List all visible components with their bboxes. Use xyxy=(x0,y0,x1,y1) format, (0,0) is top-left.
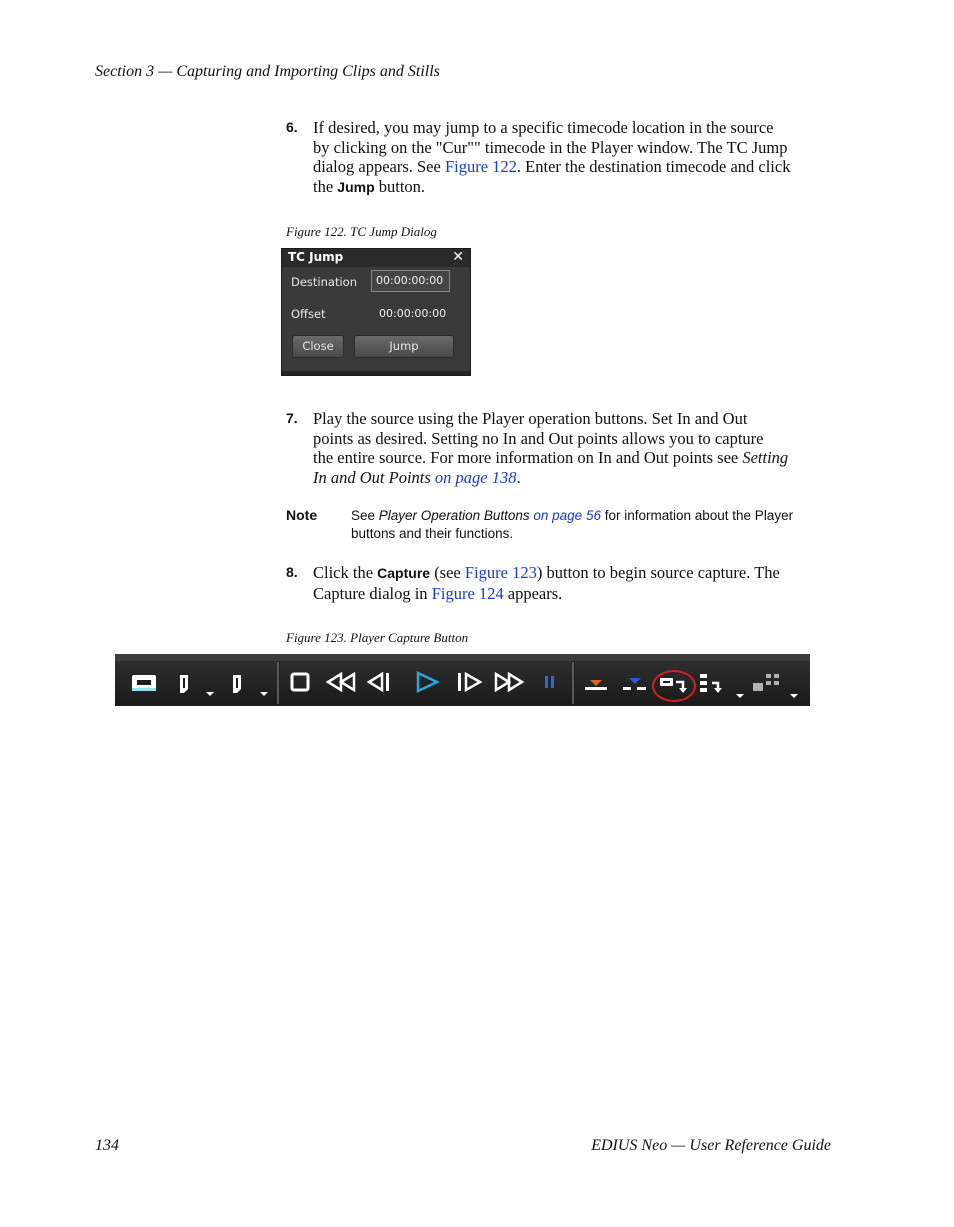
step-line: Click the Capture (see Figure 123) button to begin source capture. The xyxy=(313,563,780,582)
step-6 xyxy=(286,118,831,197)
capture-highlight-circle xyxy=(652,670,696,702)
close-button[interactable]: Close xyxy=(292,335,344,358)
note-label: Note xyxy=(286,507,318,523)
page-138-link[interactable]: on page 138 xyxy=(434,467,517,487)
figure-123-link[interactable]: Figure 123 xyxy=(464,563,537,582)
step-back-icon[interactable] xyxy=(369,673,389,691)
output-options-icon[interactable] xyxy=(753,674,798,698)
page-56-link[interactable]: on page 56 xyxy=(533,508,601,523)
fast-forward-icon[interactable] xyxy=(496,674,522,690)
stop-icon[interactable] xyxy=(292,674,308,690)
dialog-bottom-edge xyxy=(282,371,470,375)
step-line: If desired, you may jump to a specific timecode location in the source xyxy=(313,118,774,137)
set-in-icon[interactable] xyxy=(180,675,214,696)
step-line: by clicking on the "Cur"" timecode in the Player window. The TC Jump xyxy=(313,137,788,157)
insert-to-timeline-icon[interactable] xyxy=(585,680,607,690)
figure-123-caption: Figure 123. Player Capture Button xyxy=(286,630,469,645)
offset-label: Offset xyxy=(291,307,326,321)
play-icon[interactable] xyxy=(418,673,437,691)
player-toolbar xyxy=(115,654,810,706)
footer-title: EDIUS Neo — User Reference Guide xyxy=(591,1137,831,1154)
offset-value: 00:00:00:00 xyxy=(379,307,447,320)
destination-input[interactable]: 00:00:00:00 xyxy=(371,270,450,292)
step-number: 6. xyxy=(286,119,298,135)
step-line: In and Out Points on page 138. xyxy=(313,467,521,487)
step-7 xyxy=(286,409,831,487)
step-forward-icon[interactable] xyxy=(458,673,480,691)
dialog-title: TC Jump xyxy=(288,250,344,264)
tc-jump-dialog xyxy=(281,248,471,376)
step-8 xyxy=(286,563,831,603)
step-line: Capture dialog in Figure 124 appears. xyxy=(313,583,563,603)
step-number: 8. xyxy=(286,564,298,580)
figure-122-caption: Figure 122. TC Jump Dialog xyxy=(286,224,437,239)
step-line: the Jump button. xyxy=(313,176,426,196)
close-icon[interactable]: ✕ xyxy=(452,249,464,265)
running-header: Section 3 — Capturing and Importing Clips and Stills xyxy=(95,63,440,80)
set-out-icon[interactable] xyxy=(233,675,268,696)
destination-label: Destination xyxy=(291,275,357,289)
dialog-title-bar xyxy=(282,249,470,267)
figure-122-link[interactable]: Figure 122 xyxy=(444,157,517,177)
page-number: 134 xyxy=(95,1137,119,1154)
toolbar-icons xyxy=(115,654,810,706)
step-line: Play the source using the Player operation buttons. Set In and Out xyxy=(313,409,748,428)
step-line: dialog appears. See Figure 122. Enter the destination timecode and click xyxy=(313,157,791,177)
jump-button[interactable]: Jump xyxy=(354,335,454,358)
batch-capture-icon[interactable] xyxy=(700,674,744,698)
step-line: points as desired. Setting no In and Out points allows you to capture xyxy=(313,428,764,448)
rewind-icon[interactable] xyxy=(328,674,354,690)
step-line: the entire source. For more information on In and Out points see Setting xyxy=(313,448,789,468)
ui-term-jump: Jump xyxy=(337,178,375,195)
step-number: 7. xyxy=(286,410,298,426)
tape-icon[interactable] xyxy=(132,675,156,691)
figure-124-link[interactable]: Figure 124 xyxy=(431,583,504,603)
overwrite-to-timeline-icon[interactable] xyxy=(623,678,646,690)
ui-term-capture: Capture xyxy=(377,565,431,581)
note-text: See Player Operation Buttons on page 56 for information about the Player buttons and their functions. xyxy=(351,508,794,541)
pause-icon[interactable] xyxy=(545,676,554,688)
